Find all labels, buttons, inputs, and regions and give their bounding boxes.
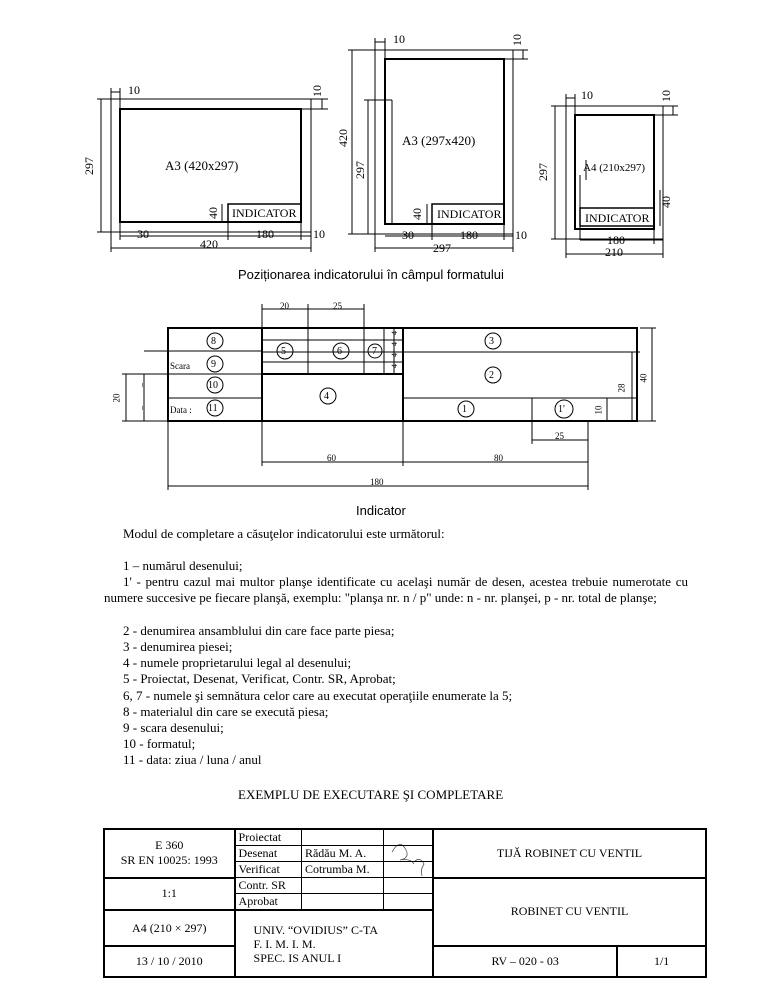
item-1: 1 – numărul desenului; [123,558,243,573]
ind-dim-4b: 4 [390,342,399,346]
cell-10: 10 [208,380,218,391]
ind-dim-20-left: 20 [111,393,122,403]
label-data: Data : [170,405,192,415]
owner-cell: UNIV. “OVIDIUS” C-TA F. I. M. I. M. SPEC. IS ANUL I [235,910,434,977]
role-contr: Contr. SR [235,878,302,894]
sign-proiectat [383,829,433,846]
name-verificat: Cotrumba M. [301,862,383,878]
a3p-indicator: INDICATOR [437,207,502,221]
cell-7: 7 [372,346,377,357]
ind-dim-20: 20 [280,301,289,311]
a3p-dim-height: 420 [336,129,350,147]
a3p-dim-right: 10 [510,34,524,46]
scale-cell: 1:1 [104,878,235,911]
a3p-dim-left: 30 [402,228,414,242]
a3p-label: A3 (297x420) [402,133,476,148]
item-4: 4 - numele proprietarului legal al desenului; [123,655,352,670]
a4-dim-indw: 180 [607,233,625,247]
a3l-dim-bottom: 10 [313,227,325,241]
cell-3: 3 [489,336,494,347]
name-desenat: Rădău M. A. [301,846,383,862]
role-proiectat: Proiectat [235,829,302,846]
a3p-dim-indw: 180 [460,228,478,242]
example-title: EXEMPLU DE EXECUTARE ŞI COMPLETARE [238,787,504,802]
sheet-cell: 1/1 [617,946,706,977]
item-2: 2 - denumirea ansamblului din care face parte piesa; [123,623,395,638]
cell-8: 8 [211,336,216,347]
caption-indicator: Indicator [356,503,406,518]
format-cell: A4 (210 × 297) [104,910,235,946]
ind-dim-4c: 4 [390,353,399,357]
item-1-prime: 1' - pentru cazul mai multor planşe identificate cu acelaşi număr de desen, acestea trebuie numerotate cu numere succesive pe fiecare planşă, exemplu: "planşa nr. n / p" unde: n - nr. planşei, p - nr. total de planşe; [104,574,688,605]
a3l-indicator: INDICATOR [232,206,297,220]
ind-eq-1: = [138,382,149,388]
sign-verificat [383,862,433,878]
date-cell: 13 / 10 / 2010 [104,946,235,977]
a3p-dim-bottom: 10 [515,228,527,242]
intro-text: Modul de completare a căsuţelor indicatorului este următorul: [123,526,445,541]
a3l-dim-top: 10 [128,83,140,97]
a3l-dim-height: 297 [82,157,96,175]
a3l-label: A3 (420x297) [165,158,239,173]
a4-dim-width: 210 [605,245,623,259]
role-desenat: Desenat [235,846,302,862]
role-verificat: Verificat [235,862,302,878]
item-6-7: 6, 7 - numele şi semnătura celor care au executat operaţiile enumerate la 5; [123,688,513,703]
sign-desenat [383,846,433,862]
ind-dim-40: 40 [638,373,649,383]
ind-dim-25: 25 [333,301,342,311]
a3p-dim-width: 297 [433,241,451,255]
a3l-dim-right: 10 [310,85,324,97]
assembly-cell: ROBINET CU VENTIL [433,878,706,947]
a4-indicator: INDICATOR [585,211,650,225]
a3l-dim-left: 30 [137,227,149,241]
a3p-dim-top: 10 [393,32,405,46]
a4-dim-right: 10 [659,90,673,102]
ind-dim-4d: 4 [390,364,399,368]
caption-formats: Poziționarea indicatorului în câmpul formatului [238,267,504,282]
cell-9: 9 [211,359,216,370]
a4-label: A4 (210x297) [583,162,646,174]
ind-eq-2: = [138,405,149,411]
cell-2: 2 [489,370,494,381]
cell-4: 4 [324,391,329,402]
a4-dim-height: 297 [536,163,550,181]
a3p-dim-indh: 40 [410,208,424,220]
a3l-dim-width: 420 [200,237,218,251]
item-11: 11 - data: ziua / luna / anul [123,752,262,767]
item-9: 9 - scara desenului; [123,720,224,735]
cell-1: 1 [462,404,467,415]
cell-5: 5 [281,346,286,357]
cell-11: 11 [208,403,218,414]
cell-6: 6 [337,346,342,357]
drawing-number-cell: RV – 020 - 03 [433,946,617,977]
cell-1-prime: 1' [558,404,565,415]
ind-dim-180: 180 [370,477,384,487]
label-scara: Scara [170,361,190,371]
item-5: 5 - Proiectat, Desenat, Verificat, Contr. SR, Aprobat; [123,671,396,686]
role-aprobat: Aprobat [235,894,302,911]
part-name-cell: TIJĂ ROBINET CU VENTIL [433,829,706,878]
ind-dim-10: 10 [593,405,604,415]
ind-dim-4a: 4 [390,331,399,335]
ind-dim-25-right: 25 [555,431,564,441]
name-contr [301,878,383,894]
sign-aprobat [383,894,433,911]
a4-dim-top: 10 [581,88,593,102]
sign-contr [383,878,433,894]
ind-dim-60: 60 [327,453,336,463]
item-8: 8 - materialul din care se execută piesa; [123,704,329,719]
name-proiectat [301,829,383,846]
ind-dim-80: 80 [494,453,503,463]
item-3: 3 - denumirea piesei; [123,639,233,654]
ind-dim-28: 28 [616,383,627,393]
a3p-dim-inner: 297 [353,161,367,179]
item-10: 10 - formatul; [123,736,196,751]
material-cell: E 360 SR EN 10025: 1993 [104,829,235,878]
a4-dim-indh: 40 [659,196,673,208]
example-title-block [103,828,707,978]
a3l-dim-indw: 180 [256,227,274,241]
name-aprobat [301,894,383,911]
a3l-dim-indh: 40 [206,207,220,219]
